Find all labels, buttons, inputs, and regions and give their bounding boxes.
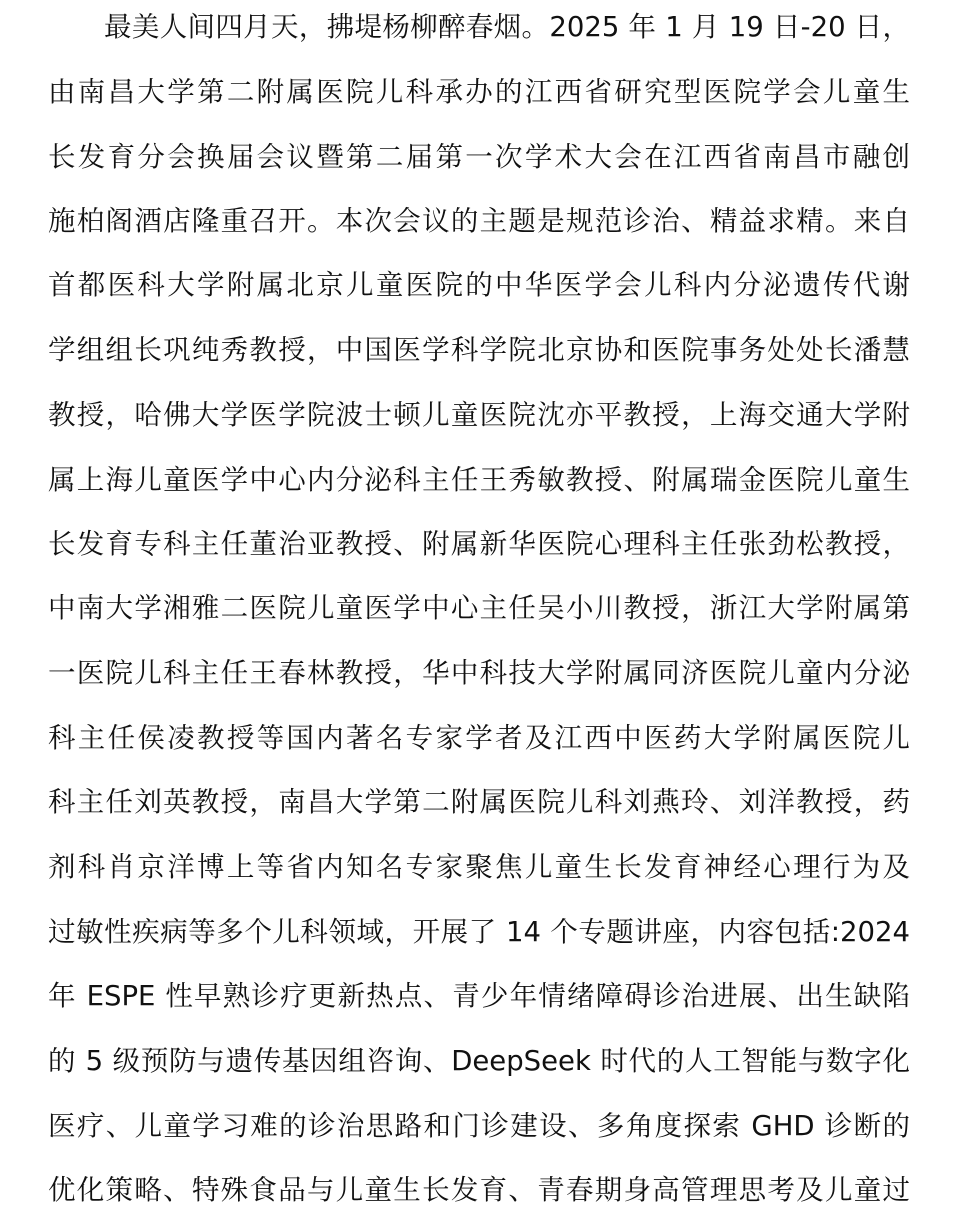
paragraph-line: 首都医科大学附属北京儿童医院的中华医学会儿科内分泌遗传代谢 [48,269,910,301]
paragraph-line: 属上海儿童医学中心内分泌科主任王秀敏教授、附属瑞金医院儿童生 [48,464,910,496]
paragraph-line: 剂科肖京洋博上等省内知名专家聚焦儿童生长发育神经心理行为及 [48,851,910,883]
paragraph-line: 科主任侯凌教授等国内著名专家学者及江西中医药大学附属医院儿 [48,722,910,754]
paragraph-line: 学组组长巩纯秀教授，中国医学科学院北京协和医院事务处处长潘慧 [48,334,910,366]
paragraph-line: 教授，哈佛大学医学院波士顿儿童医院沈亦平教授，上海交通大学附 [48,399,910,431]
paragraph-line: 科主任刘英教授，南昌大学第二附属医院儿科刘燕玲、刘洋教授，药 [48,786,910,818]
paragraph-line: 的 5 级预防与遗传基因组咨询、DeepSeek 时代的人工智能与数字化 [48,1045,910,1077]
paragraph-line: 长发育专科主任董治亚教授、附属新华医院心理科主任张劲松教授， [48,528,910,560]
paragraph-line: 施柏阁酒店隆重召开。本次会议的主题是规范诊治、精益求精。来自 [48,205,910,237]
paragraph-line: 一医院儿科主任王春林教授，华中科技大学附属同济医院儿童内分泌 [48,657,910,689]
paragraph-line: 医疗、儿童学习难的诊治思路和门诊建设、多角度探索 GHD 诊断的 [48,1110,910,1142]
paragraph-line: 中南大学湘雅二医院儿童医学中心主任吴小川教授，浙江大学附属第 [48,592,910,624]
paragraph-line: 由南昌大学第二附属医院儿科承办的江西省研究型医院学会儿童生 [48,76,910,108]
paragraph-line: 年 ESPE 性早熟诊疗更新热点、青少年情绪障碍诊治进展、出生缺陷 [48,980,910,1012]
paragraph-line: 长发育分会换届会议暨第二届第一次学术大会在江西省南昌市融创 [48,141,910,173]
paragraph-line: 优化策略、特殊食品与儿童生长发育、青春期身高管理思考及儿童过 [48,1174,910,1206]
paragraph-line: 最美人间四月天，拂堤杨柳醉春烟。2025 年 1 月 19 日-20 日， [104,11,910,43]
paragraph-line: 过敏性疾病等多个儿科领域，开展了 14 个专题讲座，内容包括:2024 [48,916,910,948]
